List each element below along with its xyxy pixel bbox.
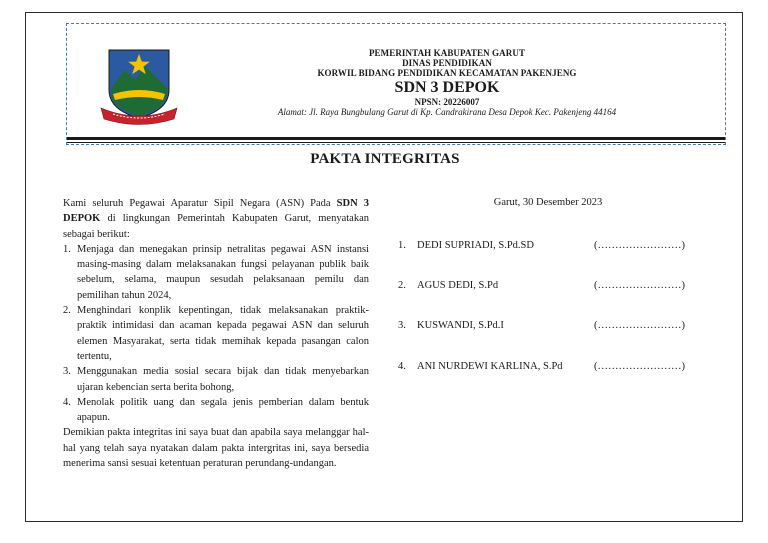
letterhead [66, 23, 726, 145]
school-name-inline: SDN 3 DEPOK [63, 198, 369, 225]
signatory-name: AGUS DEDI, S.Pd [417, 280, 499, 291]
garut-regency-seal-icon [95, 44, 183, 128]
letterhead-rule-thin [67, 142, 725, 143]
signature-line: (……………………) [594, 240, 685, 251]
commitment-list [63, 242, 369, 426]
regional-office: KORWIL BIDANG PENDIDIKAN KECAMATAN PAKENJENG [317, 68, 577, 78]
list-item: 3. Menggunakan media sosial secara bijak dan tidak menyebarkan ujaran kebencian serta berita bohong, [63, 366, 369, 393]
document-title: PAKTA INTEGRITAS [310, 151, 460, 167]
list-item: 1. Menjaga dan menegakan prinsip netralitas pegawai ASN instansi masing-masing dalam melaksanakan fungsi pelayanan publik baik sebelum, selama, maupun sesudah pelaksanaan pemilu dan pemilihan tahun 2024, [63, 243, 369, 301]
signing-date: Garut, 30 Desember 2023 [493, 197, 603, 208]
agency-name: DINAS PENDIDIKAN [402, 58, 492, 68]
signature-line: (……………………) [594, 361, 685, 372]
npsn-number: NPSN: 20226007 [414, 97, 480, 107]
signatory-row: 3. KUSWANDI, S.Pd.I (……………………) [398, 320, 685, 331]
signatory-name: ANI NURDEWI KARLINA, S.Pd [417, 361, 563, 372]
closing-paragraph: Demikian pakta integritas ini saya buat dan apabila saya melanggar hal-hal yang telah saya nyatakan dalam pakta intergritas ini, saya bersedia menerima sansi sesuai ketentuan peraturan perundang-undangan. [63, 427, 369, 470]
document-page [25, 12, 743, 522]
list-item: 2. Menghindari konplik kepentingan, tidak melaksanakan praktik-praktik intimidasi dan acaman kepada pegawai ASN dan seluruh elemen Masyarakat, serta tidak memihak kepada pasangan calon tertentu, [63, 305, 369, 362]
signature-line: (……………………) [594, 280, 685, 291]
letterhead-text [187, 48, 707, 118]
statement-column [63, 196, 369, 471]
intro-paragraph: Kami seluruh Pegawai Aparatur Sipil Negara (ASN) Pada SDN 3 DEPOK di lingkungan Pemerintah Kabupaten Garut, menyatakan sebagai berikut: [63, 198, 369, 240]
signatory-row: 4. ANI NURDEWI KARLINA, S.Pd (……………………) [398, 361, 685, 372]
letterhead-rule-thick [67, 137, 725, 140]
signatory-name: KUSWANDI, S.Pd.I [417, 320, 504, 331]
signatory-name: DEDI SUPRIADI, S.Pd.SD [417, 240, 534, 251]
government-name: PEMERINTAH KABUPATEN GARUT [368, 48, 526, 58]
school-name: SDN 3 DEPOK [394, 79, 500, 96]
school-address: Alamat: Jl. Raya Bungbulang Garut di Kp. Candrakirana Desa Depok Kec. Pakenjeng 44164 [277, 107, 617, 117]
signatory-row: 1. DEDI SUPRIADI, S.Pd.SD (……………………) [398, 240, 685, 251]
list-item: 4. Menolak politik uang dan segala jenis pemberian dalam bentuk apapun. [63, 396, 369, 424]
signature-line: (……………………) [594, 320, 685, 331]
signatory-row: 2. AGUS DEDI, S.Pd (……………………) [398, 280, 685, 291]
